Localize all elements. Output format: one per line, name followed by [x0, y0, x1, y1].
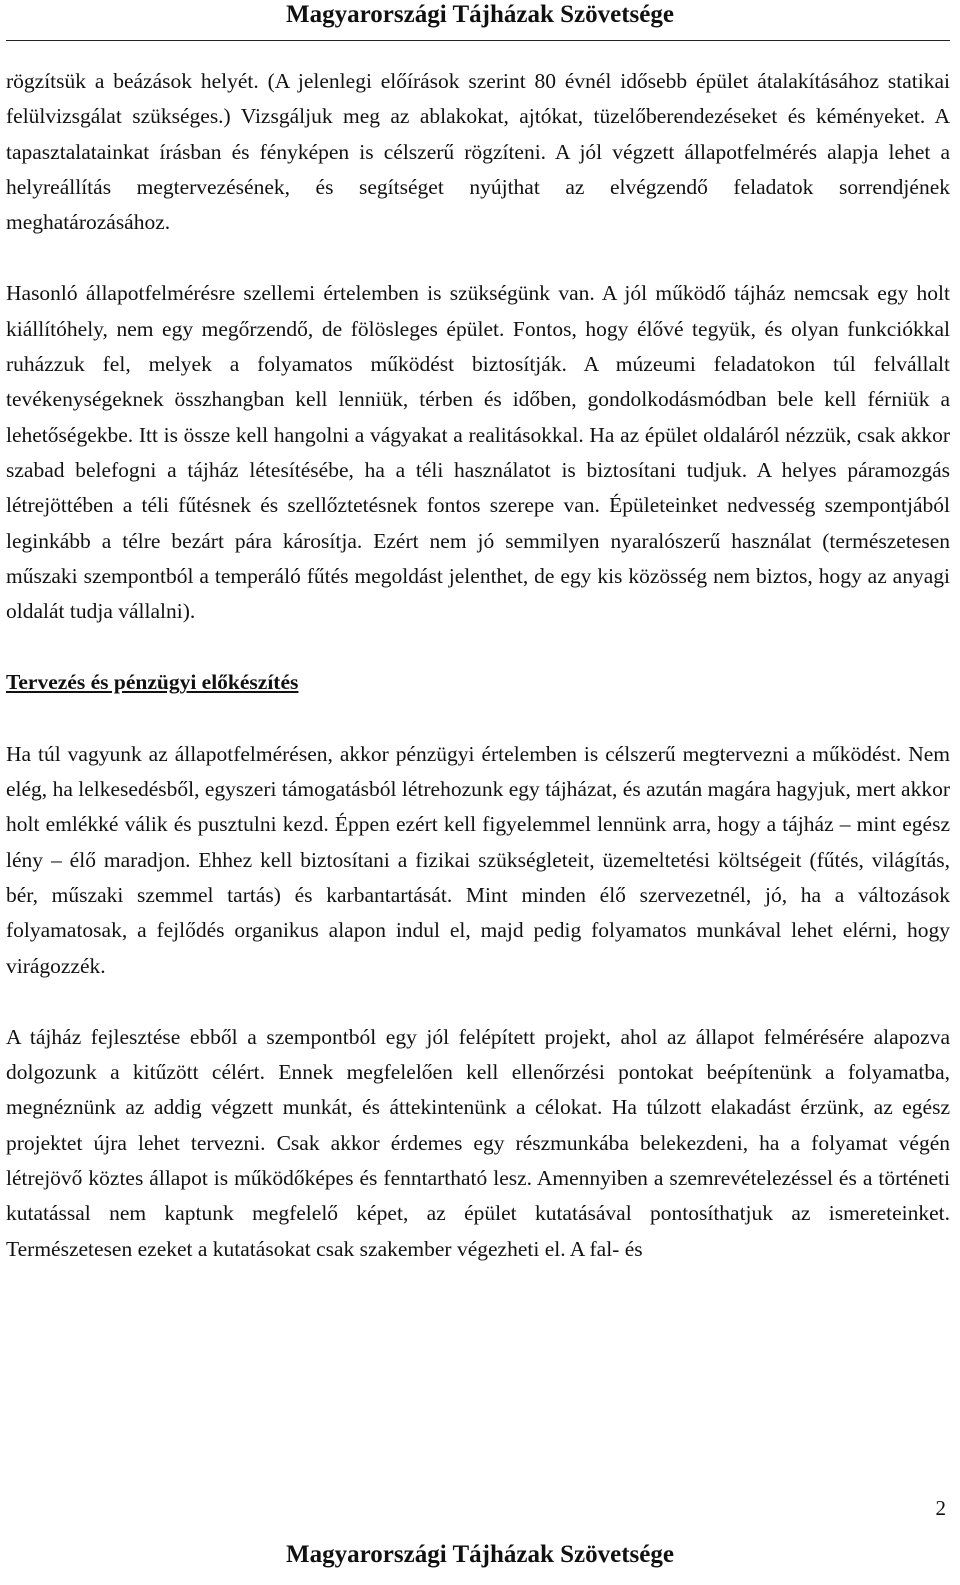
body-paragraph: A tájház fejlesztése ebből a szempontból egy jól felépített projekt, ahol az állapot felmérésére alapozva dolgozunk a kitűzött célért. Ennek megfelelően kell ellenőrzési pontokat beépítenünk a folyamatba, megnéznünk az addig végzett munkát, és áttekintenünk a célokat. Ha túlzott elakadást érzünk, az egész projektet újra lehet tervezni. Csak akkor érdemes egy részmunkába belekezdeni, ha a folyamat végén létrejövő köztes állapot is működőképes és fenntartható lesz. Amennyiben a szemrevételezéssel és a történeti kutatással nem kaptunk megfelelő képet, az épület kutatásával pontosíthatjuk az ismereteinket. Természetesen ezeket a kutatásokat csak szakember végezheti el. A fal- és: [6, 1024, 950, 1261]
paragraph-spacer: [6, 240, 950, 276]
document-body: [6, 64, 950, 1267]
page-header: Magyarországi Tájházak Szövetsége: [286, 1, 674, 28]
header-divider: [6, 40, 950, 41]
body-paragraph: Hasonló állapotfelmérésre szellemi értelemben is szükségünk van. A jól működő tájház nemcsak egy holt kiállítóhely, nem egy megőrzendő, de fölösleges épület. Fontos, hogy élővé tegyük, és olyan funkciókkal ruházzuk fel, melyek a folyamatos működést biztosítják. A múzeumi feladatokon túl felvállalt tevékenységeknek összhangban kell lenniük, térben és időben, gondolkodásmódban bele kell férniük a lehetőségekbe. Itt is össze kell hangolni a vágyakat a realitásokkal. Ha az épület oldaláról nézzük, csak akkor szabad belefogni a tájház létesítésébe, ha a téli használatot is biztosítani tudjuk. A helyes páramozgás létrejöttében a téli fűtésnek és szellőztetésnek fontos szerepe van. Épületeinket nedvesség szempontjából leginkább a télre bezárt pára károsítja. Ezért nem jó semmilyen nyaralószerű használat (természetesen műszaki szempontból a temperáló fűtés megoldást jelenthet, de egy kis közösség nem biztos, hogy az anyagi oldalát tudja vállalni).: [6, 281, 950, 624]
body-paragraph: rögzítsük a beázások helyét. (A jelenlegi előírások szerint 80 évnél idősebb épület átalakításához statikai felülvizsgálat szükséges.) Vizsgáljuk meg az ablakokat, ajtókat, tüzelőberendezéseket és kéményeket. A tapasztalatainkat írásban és fényképen is célszerű rögzíteni. A jól végzett állapotfelmérés alapja lehet a helyreállítás megtervezésének, és segítséget nyújthat az elvégzendő feladatok sorrendjének meghatározásához.: [6, 69, 950, 235]
body-paragraph: Ha túl vagyunk az állapotfelmérésen, akkor pénzügyi értelemben is célszerű megtervezni a működést. Nem elég, ha lelkesedésből, egyszeri támogatásból létrehozunk egy tájházat, és azután magára hagyjuk, mert akkor holt emlékké válik és pusztulni kezd. Éppen ezért kell figyelemmel lennünk arra, hogy a tájház – mint egész lény – élő maradjon. Ehhez kell biztosítani a fizikai szükségleteit, üzemeltetési költségeit (fűtés, világítás, bér, műszaki szemmel tartás) és karbantartását. Mint minden élő szervezetnél, jó, ha a változások folyamatosak, a fejlődés organikus alapon indul el, majd pedig folyamatos munkával lehet elérni, hogy virágozzék.: [6, 741, 950, 978]
paragraph-spacer: [6, 629, 950, 665]
page-footer: Magyarországi Tájházak Szövetsége: [286, 1541, 674, 1568]
page-number: 2: [935, 1496, 946, 1520]
paragraph-spacer: [6, 984, 950, 1020]
section-heading: Tervezés és pénzügyi előkészítés: [6, 670, 299, 695]
paragraph-spacer: [6, 701, 950, 737]
